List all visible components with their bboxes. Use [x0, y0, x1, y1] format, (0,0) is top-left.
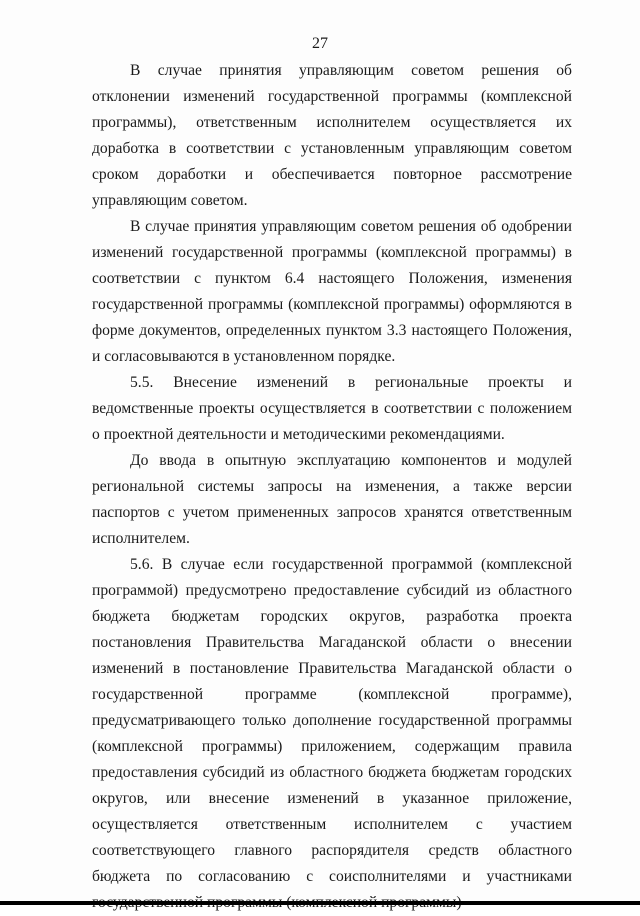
paragraph-approval: В случае принятия управляющим советом решения об одобрении изменений государственной программы (комплексной программы) в соответствии с пунктом 6.4 настоящего Положения, изменения государственной программы (комплексной программы) оформляются в форме документов, определенных пунктом 3.3 настоящего Положения, и согласовываются в установленном порядке.	[92, 218, 572, 365]
document-body	[92, 58, 572, 916]
paragraph-5-6: 5.6. В случае если государственной программой (комплексной программой) предусмотрено предоставление субсидий из областного бюджета бюджетам городских округов, разработка проекта постановления Правительства Магаданской области о внесении изменений в постановление Правительства Магаданской области о государственной программе (комплексной программе), предусматривающего только дополнение государственной программы (комплексной программы) приложением, содержащим правила предоставления субсидий из областного бюджета бюджетам городских округов, или внесение изменений в указанное приложение, осуществляется ответственным исполнителем с участием соответствующего главного распорядителя средств областного бюджета по согласованию с соисполнителями и участниками	[92, 556, 572, 885]
paragraph-rejection: В случае принятия управляющим советом решения об отклонении изменений государственной программы (комплексной программы), ответственным исполнителем осуществляется их доработка в соответствии с установленным управляющим советом сроком доработки и обеспечивается повторное рассмотрение управляющим советом.	[92, 62, 572, 209]
paragraph-pilot-operation: До ввода в опытную эксплуатацию компонентов и модулей региональной системы запросы на изменения, а также версии паспортов с учетом примененных запросов хранятся ответственным исполнителем.	[92, 452, 572, 547]
bottom-border-line	[0, 901, 640, 905]
paragraph-5-5: 5.5. Внесение изменений в региональные проекты и ведомственные проекты осуществляется в соответствии с положением о проектной деятельности и методическими рекомендациями.	[92, 374, 572, 443]
page-number: 27	[312, 35, 328, 52]
